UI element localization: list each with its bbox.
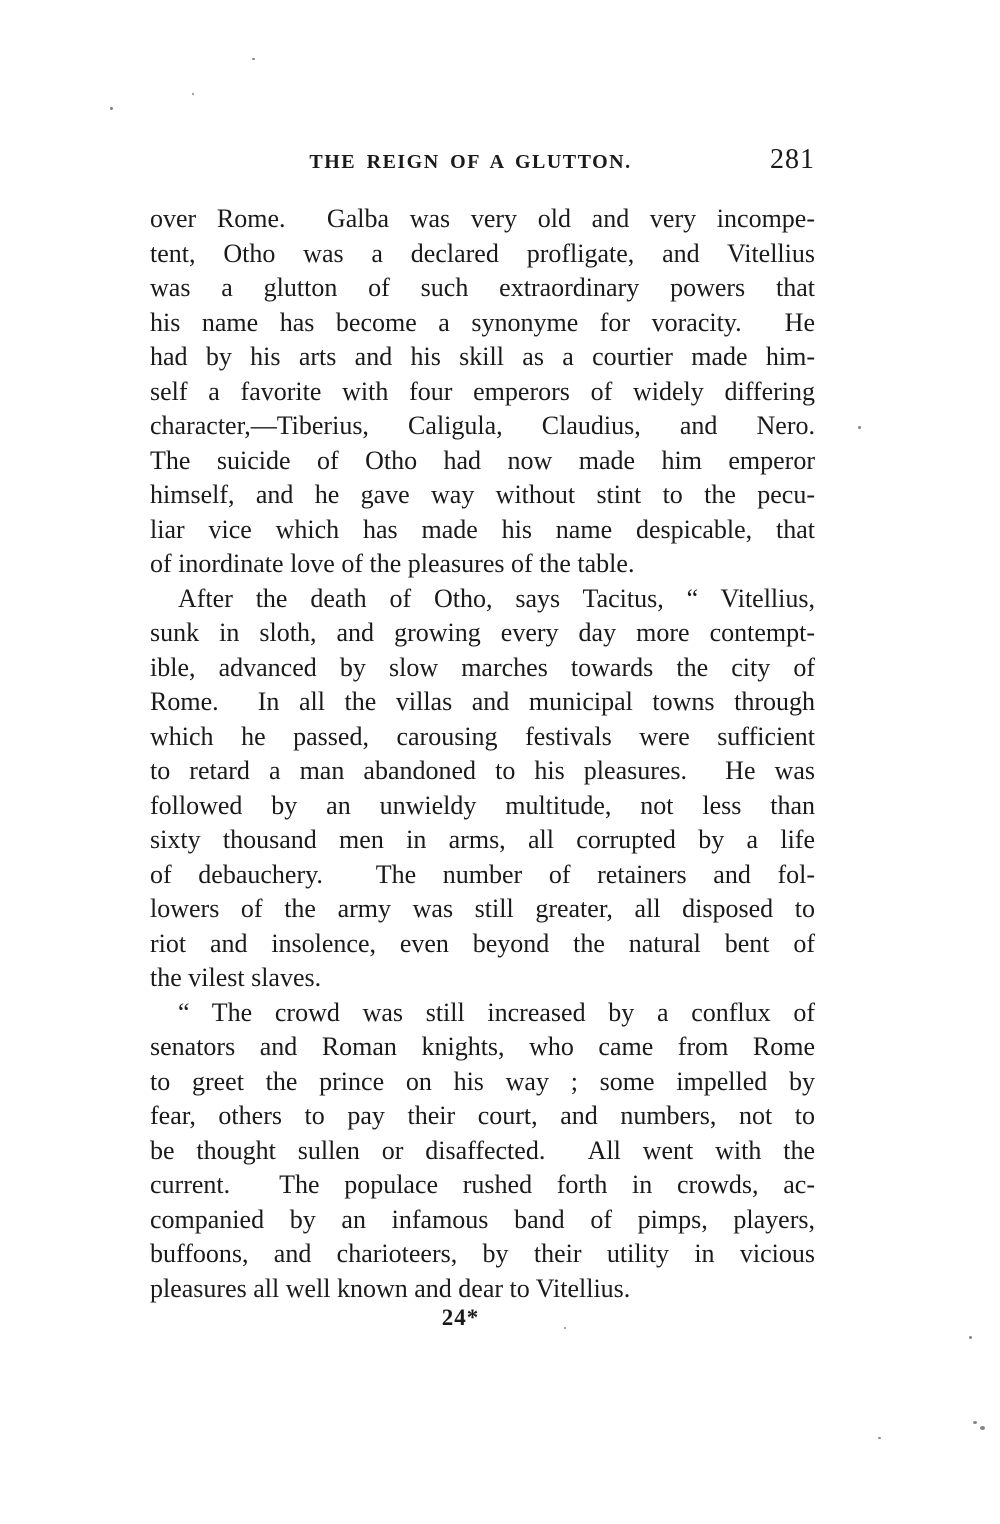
paragraph: [150, 582, 815, 996]
text-line: himself, and he gave way without stint to the pecu-: [150, 480, 815, 509]
text-line: of debauchery. The number of retainers and fol-: [150, 859, 815, 889]
text-line: to greet the prince on his way ; some impelled by: [150, 1066, 815, 1096]
text-line: was a glutton of such extraordinary powers that: [150, 273, 815, 302]
ink-speck: [969, 1336, 972, 1339]
text-line: riot and insolence, even beyond the natural bent of: [150, 928, 815, 958]
text-line: Rome. In all the villas and municipal towns through: [150, 687, 815, 716]
ink-speck: [252, 58, 255, 60]
ink-speck: [980, 1426, 985, 1430]
text-line: self a favorite with four emperors of widely differing: [150, 376, 815, 406]
ink-speck: [564, 1327, 566, 1329]
ink-speck: [192, 93, 194, 95]
ink-speck: [878, 1437, 881, 1439]
text-line: be thought sullen or disaffected. All went with the: [150, 1135, 815, 1165]
text-line: lowers of the army was still greater, all disposed to: [150, 894, 815, 923]
text-line: companied by an infamous band of pimps, players,: [150, 1204, 815, 1234]
ink-speck: [973, 1421, 977, 1424]
text-line: his name has become a synonyme for voracity. He: [150, 307, 815, 337]
ink-speck: [858, 426, 861, 429]
text-line: “ The crowd was still increased by a conflux of: [178, 997, 815, 1027]
page-number: 281: [770, 144, 815, 175]
text-line: over Rome. Galba was very old and very incompe-: [150, 204, 815, 233]
paragraph: [150, 996, 815, 1307]
page-body: [150, 202, 815, 1306]
text-line: followed by an unwieldy multitude, not less than: [150, 790, 815, 820]
text-line: buffoons, and charioteers, by their utility in vicious: [150, 1239, 815, 1268]
page-header: [150, 144, 815, 182]
text-line: the vilest slaves.: [150, 963, 322, 992]
text-line: pleasures all well known and dear to Vitellius.: [150, 1273, 631, 1303]
signature-mark: 24*: [441, 1305, 480, 1330]
text-line: had by his arts and his skill as a courtier made him-: [150, 342, 815, 371]
text-line: liar vice which has made his name despicable, that: [150, 514, 815, 544]
text-line: tent, Otho was a declared profligate, and Vitellius: [150, 238, 815, 268]
text-line: which he passed, carousing festivals were sufficient: [150, 721, 815, 751]
text-line: senators and Roman knights, who came from Rome: [150, 1032, 815, 1061]
text-line: sunk in sloth, and growing every day more contempt-: [150, 618, 815, 647]
ink-speck: [110, 107, 113, 110]
running-title: THE REIGN OF A GLUTTON.: [309, 151, 632, 173]
text-line: of inordinate love of the pleasures of the table.: [150, 549, 635, 578]
text-line: to retard a man abandoned to his pleasures. He was: [150, 756, 815, 785]
text-line: current. The populace rushed forth in crowds, ac-: [150, 1170, 815, 1199]
text-line: sixty thousand men in arms, all corrupted by a life: [150, 825, 815, 854]
text-line: ible, advanced by slow marches towards the city of: [150, 652, 815, 682]
text-line: fear, others to pay their court, and numbers, not to: [150, 1101, 815, 1130]
text-line: The suicide of Otho had now made him emperor: [150, 445, 815, 475]
text-line: After the death of Otho, says Tacitus, “ Vitellius,: [178, 583, 815, 613]
text-line: character,—Tiberius, Caligula, Claudius, and Nero.: [150, 411, 815, 440]
paragraph: [150, 202, 815, 582]
